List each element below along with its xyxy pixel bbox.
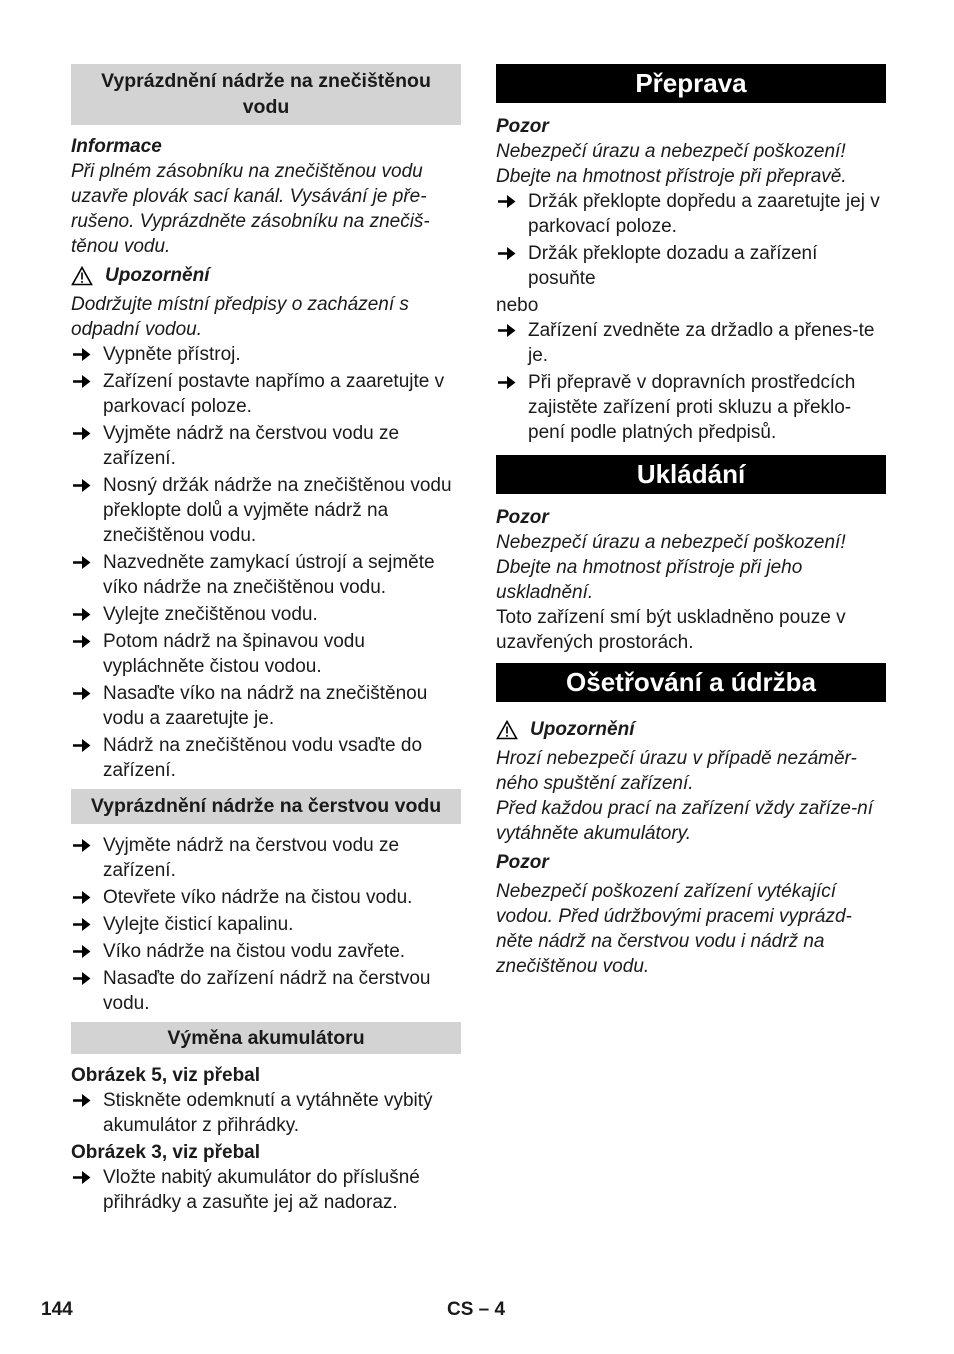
section-heading-storage: Ukládání bbox=[496, 455, 886, 494]
step-list-waste-water bbox=[71, 342, 461, 783]
arrow-right-icon bbox=[72, 369, 92, 394]
arrow-right-icon bbox=[72, 681, 92, 706]
step-list-transport-alt bbox=[496, 318, 886, 445]
step-item: Nasaďte do zařízení nádrž na čerstvou vodu. bbox=[71, 966, 461, 1016]
arrow-right-icon bbox=[72, 833, 92, 858]
arrow-right-icon bbox=[497, 189, 517, 214]
arrow-right-icon bbox=[72, 629, 92, 654]
caution-text: Nebezpečí úrazu a nebezpečí poškození! Dbejte na hmotnost přístroje při přepravě. bbox=[496, 141, 847, 187]
arrow-right-icon bbox=[72, 473, 92, 498]
warning-text: Před každou prací na zařízení vždy zaříze-ní vytáhněte akumulátory. bbox=[496, 798, 874, 844]
step-item: Nazvedněte zamykací ústrojí a sejměte víko nádrže na znečištěnou vodu. bbox=[71, 550, 461, 600]
step-list-battery-insert bbox=[71, 1165, 461, 1215]
step-item: Nosný držák nádrže na znečištěnou vodu překlopte dolů a vyjměte nádrž na znečištěnou vodu. bbox=[71, 473, 461, 548]
arrow-right-icon bbox=[72, 1165, 92, 1190]
step-item: Víko nádrže na čistou vodu zavřete. bbox=[71, 939, 461, 964]
info-label: Informace bbox=[71, 136, 162, 157]
arrow-right-icon bbox=[72, 602, 92, 627]
arrow-right-icon bbox=[72, 966, 92, 991]
arrow-right-icon bbox=[72, 912, 92, 937]
warning-text: Dodržujte místní předpisy o zacházení s odpadní vodou. bbox=[71, 294, 409, 340]
arrow-right-icon bbox=[497, 241, 517, 266]
step-item: Nasaďte víko na nádrž na znečištěnou vodu a zaaretujte je. bbox=[71, 681, 461, 731]
arrow-right-icon bbox=[72, 1088, 92, 1113]
arrow-right-icon bbox=[72, 342, 92, 367]
step-list-fresh-water bbox=[71, 833, 461, 1016]
left-column bbox=[71, 64, 461, 1217]
page-number: 144 bbox=[41, 1299, 73, 1320]
caution-label: Pozor bbox=[496, 852, 549, 873]
arrow-right-icon bbox=[72, 885, 92, 910]
section-heading-waste-water: Vyprázdnění nádrže na znečištěnou vodu bbox=[71, 64, 461, 125]
section-heading-maintenance: Ošetřování a údržba bbox=[496, 663, 886, 702]
language-page-indicator: CS – 4 bbox=[447, 1299, 506, 1320]
step-item: Otevřete víko nádrže na čistou vodu. bbox=[71, 885, 461, 910]
info-text: Při plném zásobníku na znečištěnou vodu uzavře plovák sací kanál. Vysávání je pře-rušeno. Vyprázdněte zásobníku na znečiš-těnou vodu. bbox=[71, 161, 430, 257]
arrow-right-icon bbox=[497, 370, 517, 395]
figure-reference: Obrázek 5, viz přebal bbox=[71, 1065, 261, 1086]
section-heading-fresh-water: Vyprázdnění nádrže na čerstvou vodu bbox=[71, 789, 461, 824]
step-list-battery-remove bbox=[71, 1088, 461, 1138]
step-item: Vyjměte nádrž na čerstvou vodu ze zařízení. bbox=[71, 421, 461, 471]
warning-triangle-icon bbox=[496, 720, 518, 740]
caution-label: Pozor bbox=[496, 507, 549, 528]
step-item: Zařízení zvedněte za držadlo a přenes-te je. bbox=[496, 318, 886, 368]
right-column bbox=[496, 64, 886, 979]
figure-reference: Obrázek 3, viz přebal bbox=[71, 1142, 261, 1163]
arrow-right-icon bbox=[497, 318, 517, 343]
step-item: Stiskněte odemknutí a vytáhněte vybitý akumulátor z přihrádky. bbox=[71, 1088, 461, 1138]
warning-label-row bbox=[496, 717, 886, 742]
arrow-right-icon bbox=[72, 939, 92, 964]
warning-label-row bbox=[71, 263, 461, 288]
caution-label: Pozor bbox=[496, 116, 549, 137]
step-item: Zařízení postavte napřímo a zaaretujte v parkovací poloze. bbox=[71, 369, 461, 419]
step-item: Vyjměte nádrž na čerstvou vodu ze zařízení. bbox=[71, 833, 461, 883]
step-item: Vylejte čisticí kapalinu. bbox=[71, 912, 461, 937]
section-heading-battery: Výměna akumulátoru bbox=[71, 1022, 461, 1054]
or-text: nebo bbox=[496, 295, 539, 316]
warning-label: Upozornění bbox=[105, 265, 210, 286]
arrow-right-icon bbox=[72, 733, 92, 758]
arrow-right-icon bbox=[72, 421, 92, 446]
caution-text: Nebezpečí úrazu a nebezpečí poškození! Dbejte na hmotnost přístroje při jeho uskladnění. bbox=[496, 532, 846, 603]
warning-text: Hrozí nebezpečí úrazu v případě nezáměr-ného spuštění zařízení. bbox=[496, 748, 857, 794]
step-item: Při přepravě v dopravních prostředcích zajistěte zařízení proti skluzu a překlo-pení podle platných předpisů. bbox=[496, 370, 886, 445]
arrow-right-icon bbox=[72, 550, 92, 575]
step-item: Vylejte znečištěnou vodu. bbox=[71, 602, 461, 627]
section-heading-transport: Přeprava bbox=[496, 64, 886, 103]
step-list-transport bbox=[496, 189, 886, 291]
warning-triangle-icon bbox=[71, 266, 93, 286]
storage-text: Toto zařízení smí být uskladněno pouze v uzavřených prostorách. bbox=[496, 607, 846, 653]
step-item: Držák překlopte dopředu a zaaretujte jej v parkovací poloze. bbox=[496, 189, 886, 239]
step-item: Nádrž na znečištěnou vodu vsaďte do zařízení. bbox=[71, 733, 461, 783]
step-item: Držák překlopte dozadu a zařízení posuňte bbox=[496, 241, 886, 291]
warning-label: Upozornění bbox=[530, 719, 635, 740]
step-item: Potom nádrž na špinavou vodu vypláchněte čistou vodou. bbox=[71, 629, 461, 679]
step-item: Vložte nabitý akumulátor do příslušné přihrádky a zasuňte jej až nadoraz. bbox=[71, 1165, 461, 1215]
caution-text: Nebezpečí poškození zařízení vytékající vodou. Před údržbovými pracemi vyprázd-něte nádrž na čerstvou vodu i nádrž na znečištěnou vodu. bbox=[496, 881, 852, 977]
step-item: Vypněte přístroj. bbox=[71, 342, 461, 367]
